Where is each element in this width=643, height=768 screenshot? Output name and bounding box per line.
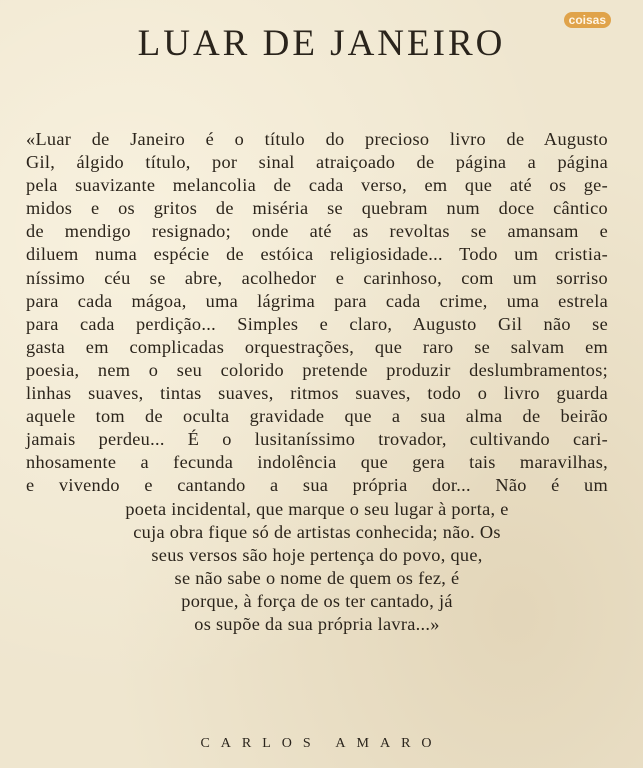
text-line: seus versos são hoje pertença do povo, que, <box>151 544 483 565</box>
text-line: Gil, álgido título, por sinal atraiçoado de página a página <box>26 152 608 173</box>
text-line: jamais perdeu... É o lusitaníssimo trovador, cultivando cari- <box>26 429 608 450</box>
text-line: «Luar de Janeiro é o título do precioso livro de Augusto <box>26 129 608 149</box>
text-line: os supõe da sua própria lavra...» <box>194 613 440 634</box>
coisas-watermark-badge: coisas <box>564 12 611 28</box>
text-line: porque, à força de os ter cantado, já <box>181 590 453 611</box>
text-line: gasta em complicadas orquestrações, que raro se salvam em <box>26 336 608 357</box>
text-line: se não sabe o nome de quem os fez, é <box>174 567 460 588</box>
text-line: linhas suaves, tintas suaves, ritmos suaves, todo o livro guarda <box>26 383 608 404</box>
text-line: para cada perdição... Simples e claro, Augusto Gil não se <box>26 313 608 334</box>
text-line: cuja obra fique só de artistas conhecida; não. Os <box>133 521 501 542</box>
text-line: midos e os gritos de miséria se quebram num doce cântico <box>26 198 608 219</box>
text-line: níssimo céu se abre, acolhedor e carinhoso, com um sorriso <box>26 267 608 288</box>
text-line: poesia, nem o seu colorido pretende produzir deslumbramentos; <box>26 359 608 380</box>
text-line: de mendigo resignado; onde até as revoltas se amansam e <box>26 221 608 242</box>
page-title: LUAR DE JANEIRO <box>137 23 506 64</box>
body-text <box>26 128 608 636</box>
text-line: diluem numa espécie de estóica religiosidade... Todo um cristia- <box>26 244 608 265</box>
text-line: nhosamente a fecunda indolência que gera tais maravilhas, <box>26 452 608 473</box>
text-line: pela suavizante melancolia de cada verso, em que até os ge- <box>26 175 608 196</box>
text-line: aquele tom de oculta gravidade que a sua alma de beirão <box>26 406 608 427</box>
text-line: para cada mágoa, uma lágrima para cada crime, uma estrela <box>26 290 608 311</box>
author-signature: CARLOS AMARO <box>200 736 443 751</box>
text-line: e vivendo e cantando a sua própria dor... Não é um <box>26 475 608 496</box>
text-line: poeta incidental, que marque o seu lugar à porta, e <box>125 498 509 519</box>
